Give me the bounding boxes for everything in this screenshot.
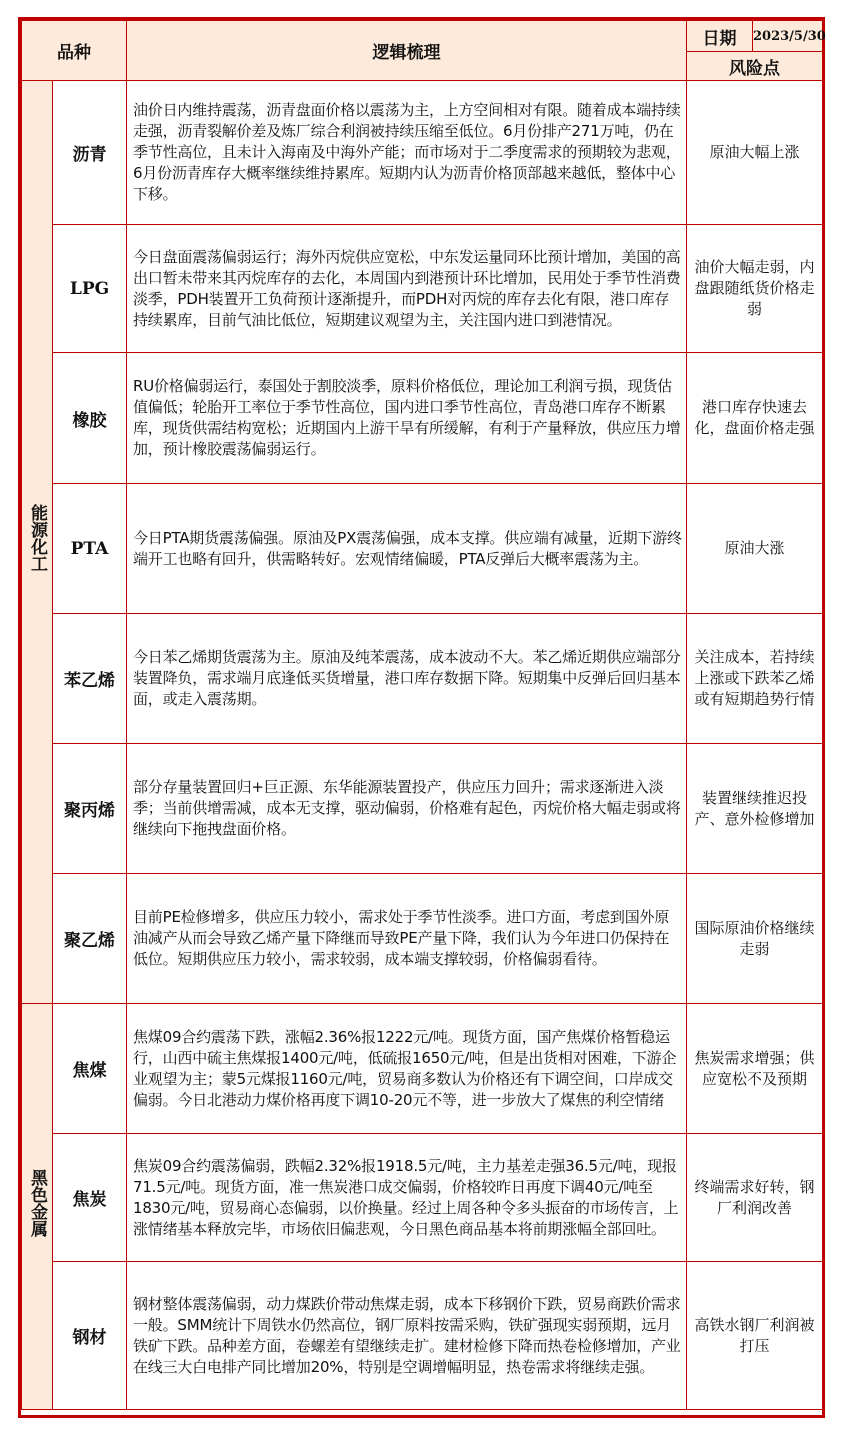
report-frame bbox=[18, 17, 825, 1418]
category-energy-label: 能源化工 bbox=[27, 504, 47, 572]
row-logic-polyethylene: 目前PE检修增多，供应压力较小，需求处于季节性淡季。进口方面，考虑到国外原油减产从而会导致乙烯产量下降继而导致PE产量下降，我们认为今年进口仍保持在低位。短期供应压力较小，需求较弱，成本端支撑较弱，价格偏弱看待。 bbox=[127, 874, 687, 1004]
row-risk-rubber: 港口库存快速去化，盘面价格走强 bbox=[687, 353, 823, 484]
row-logic-styrene: 今日苯乙烯期货震荡为主。原油及纯苯震荡，成本波动不大。苯乙烯近期供应端部分装置降负，需求端月底逢低买货增量，港口库存数据下降。短期集中反弹后回归基本面，或走入震荡期。 bbox=[127, 614, 687, 744]
row-name-polyethylene: 聚乙烯 bbox=[53, 874, 127, 1004]
row-risk-coke: 终端需求好转，钢厂利润改善 bbox=[687, 1134, 823, 1262]
row-name-pta: PTA bbox=[53, 484, 127, 614]
row-logic-coking-coal: 焦煤09合约震荡下跌，涨幅2.36%报1222元/吨。现货方面，国产焦煤价格暂稳运行，山西中硫主焦煤报1400元/吨，低硫报1650元/吨，但是出货相对困难，下游企业观望为主；蒙5元煤报1160元/吨，贸易商多数认为价格还有下调空间，口岸成交偏弱。今日北港动力煤价格再度下调10-20元不等，进一步放大了煤焦的利空情绪 bbox=[127, 1004, 687, 1134]
row-risk-coking-coal: 焦炭需求增强；供应宽松不及预期 bbox=[687, 1004, 823, 1134]
row-logic-rubber: RU价格偏弱运行，泰国处于割胶淡季，原料价格低位，理论加工利润亏损，现货估值偏低；轮胎开工率位于季节性高位，国内进口季节性高位，青岛港口库存不断累库，现货供需结构宽松；近期国内上游干旱有所缓解，有利于产量释放，供应压力增加，预计橡胶震荡偏弱运行。 bbox=[127, 353, 687, 484]
row-risk-pta: 原油大涨 bbox=[687, 484, 823, 614]
category-ferrous-label: 黑色金属 bbox=[27, 1168, 47, 1237]
row-name-coke: 焦炭 bbox=[53, 1134, 127, 1262]
row-risk-styrene: 关注成本，若持续上涨或下跌苯乙烯或有短期趋势行情 bbox=[687, 614, 823, 744]
row-logic-steel: 钢材整体震荡偏弱，动力煤跌价带动焦煤走弱，成本下移钢价下跌，贸易商跌价需求一般。SMM统计下周铁水仍然高位，钢厂原料按需采购，铁矿强现实弱预期，远月铁矿下跌。品种差方面，卷螺差有望继续走扩。建材检修下降而热卷检修增加，产业在线三大白电排产同比增加20%，特别是空调增幅明显，热卷需求将继续走强。 bbox=[127, 1262, 687, 1410]
row-logic-coke: 焦炭09合约震荡偏弱，跌幅2.32%报1918.5元/吨，主力基差走强36.5元/吨，现报71.5元/吨。现货方面，准一焦炭港口成交偏弱，价格较昨日再度下调40元/吨至1830元/吨，贸易商心态偏弱，以价换量。经过上周各种令多头振奋的市场传言，上涨情绪基本释放完毕，市场依旧偏悲观，今日黑色商品基本将前期涨幅全部回吐。 bbox=[127, 1134, 687, 1262]
header-variety: 品种 bbox=[22, 21, 127, 81]
header-risk: 风险点 bbox=[687, 52, 823, 81]
category-ferrous bbox=[22, 1004, 53, 1410]
row-logic-polypropylene: 部分存量装置回归+巨正源、东华能源装置投产，供应压力回升；需求逐渐进入淡季；当前供增需减，成本无支撑，驱动偏弱，价格难有起色，丙烷价格大幅走弱或将继续向下拖拽盘面价格。 bbox=[127, 744, 687, 874]
row-name-coking-coal: 焦煤 bbox=[53, 1004, 127, 1134]
header-date-label: 日期 bbox=[687, 21, 753, 52]
row-name-styrene: 苯乙烯 bbox=[53, 614, 127, 744]
row-risk-lpg: 油价大幅走弱，内盘跟随纸货价格走弱 bbox=[687, 225, 823, 353]
market-logic-table bbox=[21, 20, 826, 1410]
header-logic: 逻辑梳理 bbox=[127, 21, 687, 81]
row-name-asphalt: 沥青 bbox=[53, 81, 127, 225]
row-logic-pta: 今日PTA期货震荡偏强。原油及PX震荡偏强，成本支撑。供应端有减量，近期下游终端开工也略有回升，供需略转好。宏观情绪偏暖，PTA反弹后大概率震荡为主。 bbox=[127, 484, 687, 614]
row-logic-lpg: 今日盘面震荡偏弱运行；海外丙烷供应宽松，中东发运量同环比预计增加，美国的高出口暂未带来其丙烷库存的去化，本周国内到港预计环比增加，民用处于季节性消费淡季，PDH装置开工负荷预计逐渐提升，而PDH对丙烷的库存去化有限，港口库存持续累库，目前气油比低位，短期建议观望为主，关注国内进口到港情况。 bbox=[127, 225, 687, 353]
row-name-lpg: LPG bbox=[53, 225, 127, 353]
row-name-steel: 钢材 bbox=[53, 1262, 127, 1410]
row-name-rubber: 橡胶 bbox=[53, 353, 127, 484]
row-logic-asphalt: 油价日内维持震荡，沥青盘面价格以震荡为主，上方空间相对有限。随着成本端持续走强，沥青裂解价差及炼厂综合利润被持续压缩至低位。6月份排产271万吨，仍在季节性高位，且未计入海南及中海外产能；而市场对于二季度需求的预期较为悲观，6月份沥青库存大概率继续维持累库。短期内认为沥青价格顶部越来越低，整体中心下移。 bbox=[127, 81, 687, 225]
row-risk-polyethylene: 国际原油价格继续走弱 bbox=[687, 874, 823, 1004]
category-energy bbox=[22, 81, 53, 1004]
row-risk-asphalt: 原油大幅上涨 bbox=[687, 81, 823, 225]
header-date-value: 2023/5/30 bbox=[753, 21, 823, 52]
row-risk-steel: 高铁水钢厂利润被打压 bbox=[687, 1262, 823, 1410]
row-name-polypropylene: 聚丙烯 bbox=[53, 744, 127, 874]
row-risk-polypropylene: 装置继续推迟投产、意外检修增加 bbox=[687, 744, 823, 874]
